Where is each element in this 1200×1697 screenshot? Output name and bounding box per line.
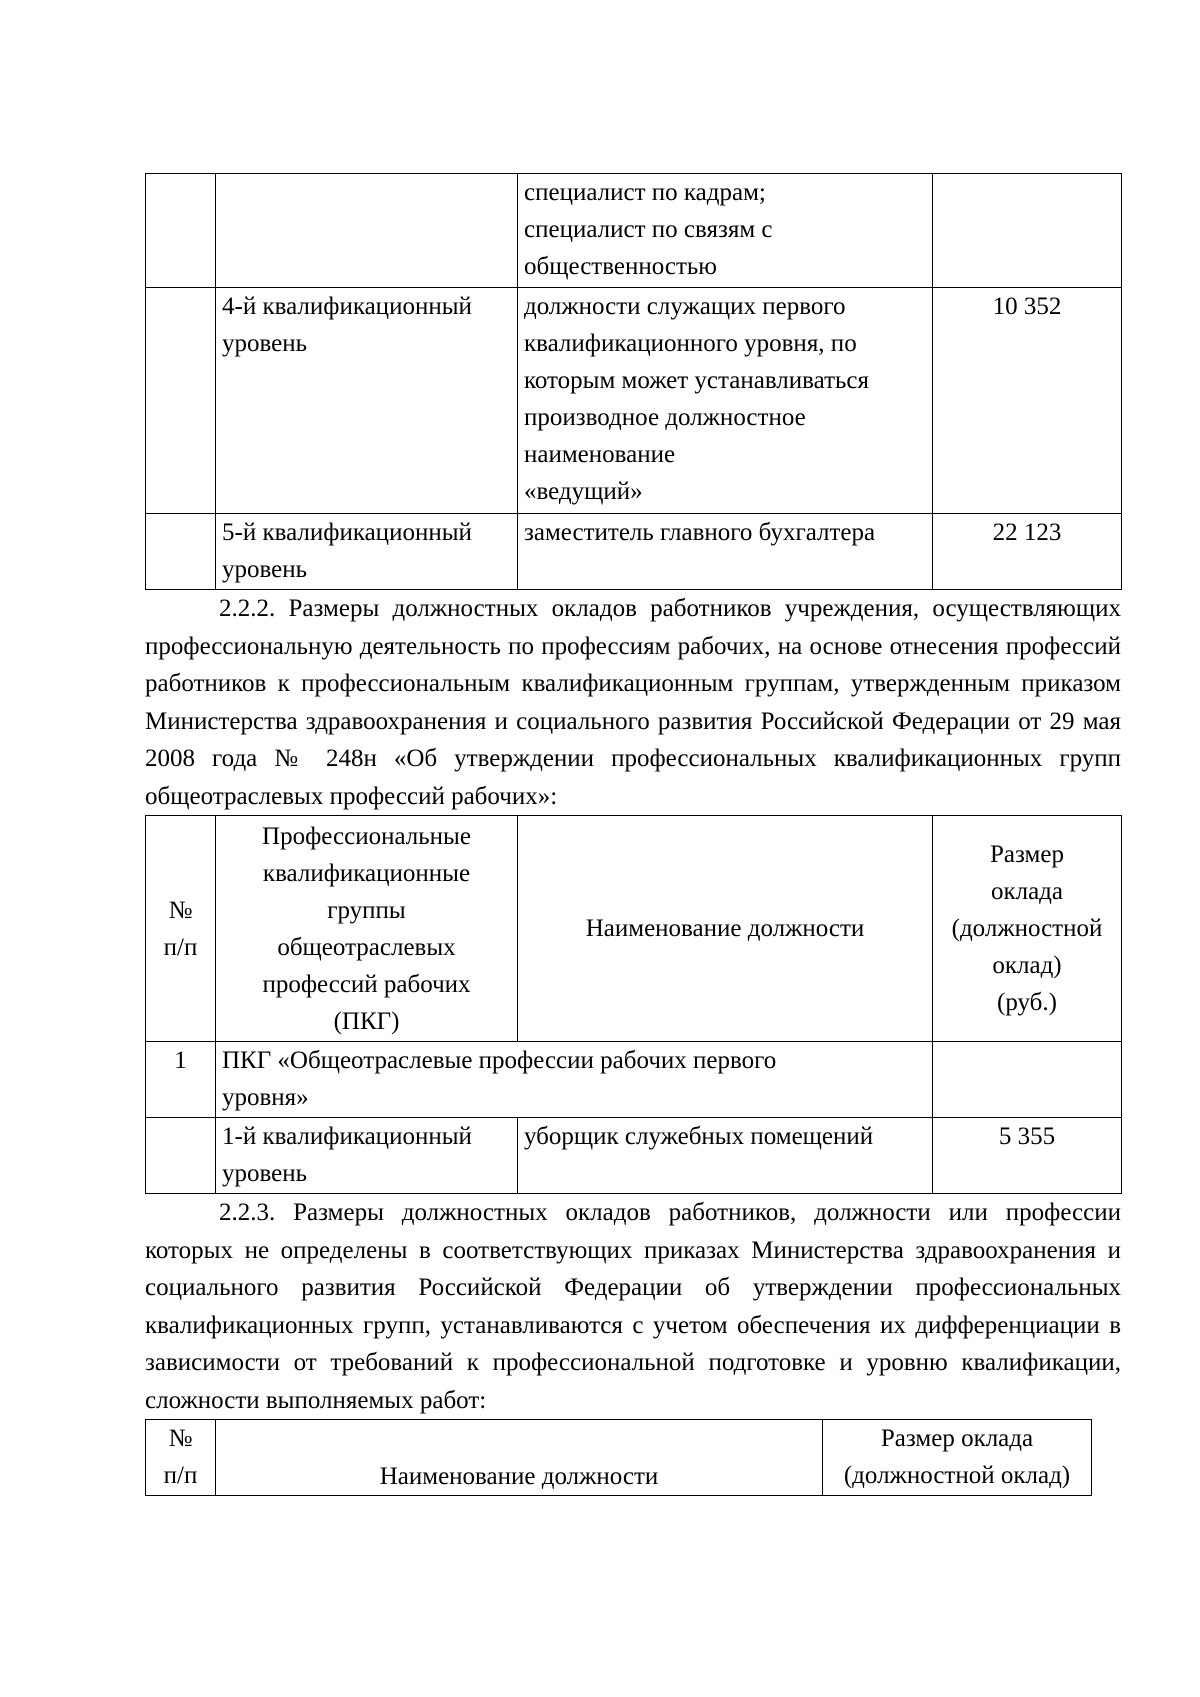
header-position: Наименование должности xyxy=(216,1420,823,1496)
row-number-cell: 1 xyxy=(146,1042,216,1118)
qualification-level-cell: 4-й квалификационный уровень xyxy=(216,288,518,514)
salary-table-other-positions xyxy=(145,1419,1092,1496)
qualification-level-cell: 1-й квалификационный уровень xyxy=(216,1118,518,1194)
qualification-level-cell: 5-й квалификационный уровень xyxy=(216,514,518,590)
row-number-cell xyxy=(146,288,216,514)
table-row xyxy=(146,1118,1122,1194)
row-number-cell xyxy=(146,1118,216,1194)
position-cell: уборщик служебных помещений xyxy=(518,1118,933,1194)
header-salary: Размер оклада (должностной оклад) (руб.) xyxy=(933,816,1122,1042)
pkg-title-cell: ПКГ «Общеотраслевые профессии рабочих первого уровня» xyxy=(216,1042,933,1118)
salary-table-workers xyxy=(145,815,1122,1194)
position-cell: должности служащих первого квалификационного уровня, по которым может устанавливаться производное должностное наименование «ведущий» xyxy=(518,288,933,514)
salary-cell: 5 355 xyxy=(933,1118,1122,1194)
table-header-row xyxy=(146,816,1122,1042)
salary-table-employees xyxy=(145,173,1122,590)
row-number-cell xyxy=(146,174,216,288)
header-qualification-group: Профессиональные квалификационные группы общеотраслевых профессий рабочих (ПКГ) xyxy=(216,816,518,1042)
position-cell: заместитель главного бухгалтера xyxy=(518,514,933,590)
salary-cell: 22 123 xyxy=(933,514,1122,590)
salary-cell: 10 352 xyxy=(933,288,1122,514)
qualification-group-cell xyxy=(216,174,518,288)
paragraph-2-2-3: 2.2.3. Размеры должностных окладов работников, должности или профессии которых не определены в соответствующих приказах Министерства здравоохранения и социального развития Российской Федерации об утверждении профессиональных квалификационных групп, устанавливаются с учетом обеспечения их дифференциации в зависимости от требований к профессиональной подготовке и уровню квалификации, сложности выполняемых работ: xyxy=(145,1199,1121,1414)
table-row xyxy=(146,174,1122,288)
header-salary: Размер оклада (должностной оклад) xyxy=(823,1420,1092,1496)
table-header-row xyxy=(146,1420,1092,1496)
table-row xyxy=(146,288,1122,514)
row-number-cell xyxy=(146,514,216,590)
salary-cell xyxy=(933,1042,1122,1118)
paragraph-2-2-2: 2.2.2. Размеры должностных окладов работников учреждения, осуществляющих профессиональную деятельность по профессиям рабочих, на основе отнесения профессий работников к профессиональным квалификационным группам, утвержденным приказом Министерства здравоохранения и социального развития Российской Федерации от 29 мая 2008 года № 248н «Об утверждении профессиональных квалификационных групп общеотраслевых профессий рабочих»: xyxy=(145,595,1121,810)
table-row xyxy=(146,514,1122,590)
table-row xyxy=(146,1042,1122,1118)
header-number: № п/п xyxy=(146,1420,216,1496)
position-cell: специалист по кадрам; специалист по связям с общественностью xyxy=(518,174,933,288)
header-position: Наименование должности xyxy=(518,816,933,1042)
header-number: № п/п xyxy=(146,816,216,1042)
salary-cell xyxy=(933,174,1122,288)
document-page xyxy=(145,173,1121,1496)
